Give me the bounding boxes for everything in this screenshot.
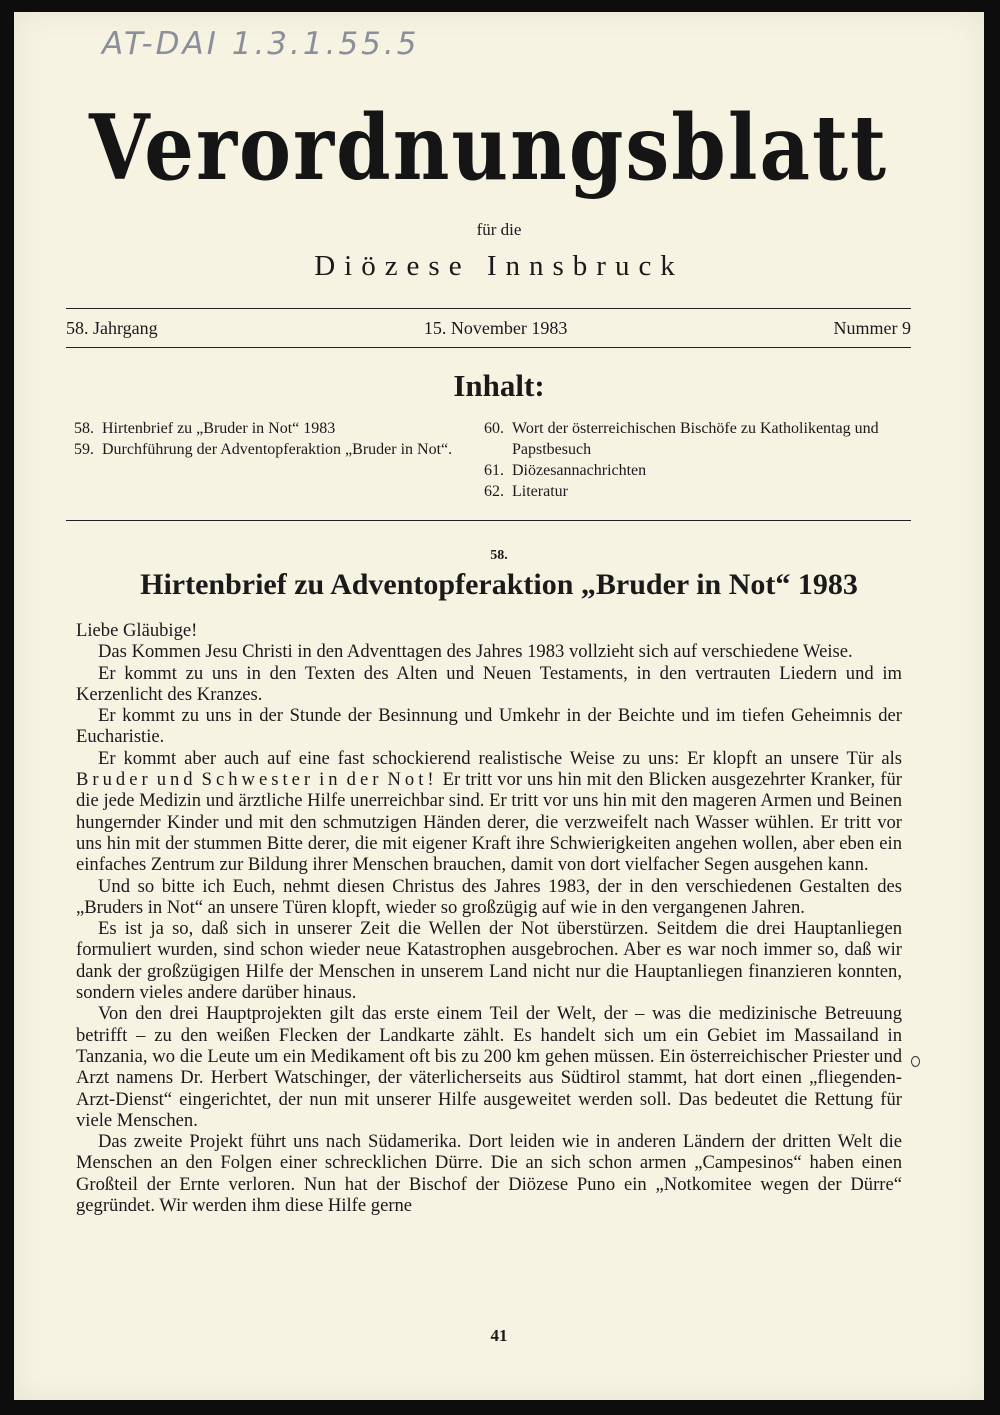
paragraph-text: Er kommt aber auch auf eine fast schockierend realistische Weise zu uns: Er klopft an unsere Tür als	[98, 747, 902, 769]
contents-heading: Inhalt:	[453, 368, 545, 403]
masthead-title: Verordnungsblatt	[88, 96, 889, 201]
masthead-subtitle-diocese: Diözese Innsbruck	[314, 250, 684, 282]
contents-item	[484, 481, 904, 502]
spaced-emphasis: der	[346, 769, 383, 791]
contents-item	[484, 418, 904, 460]
divider-issue-bottom	[66, 347, 911, 348]
spaced-emphasis: in	[319, 769, 342, 791]
paragraph-text: Er tritt vor uns hin mit den Blicken ausgezehrter Kranker, für die jede Medizin und ärztliche Hilfe unerreichbar sind. Er tritt vor uns hin mit den mageren Armen und Beinen hungernder Kinder und mit den schmutzigen Händen derer, die verzweifelt nach Wasser wühlen. Er tritt vor uns hin mit der stummen Bitte derer, die mit eigener Kraft ihre Schwierigkeiten angehen wollen, aber eben ein einfaches Zentrum zur Bildung ihrer Menschen brauchen, damit von dort vielfacher Segen ausgehen kann.	[76, 769, 902, 876]
archive-reference-handwritten: AT-DAI 1.3.1.55.5	[102, 26, 420, 62]
article-paragraph: Von den drei Hauptprojekten gilt das erste einem Teil der Welt, der – was die medizinische Betreuung betrifft – zu den weißen Flecken der Landkarte zählt. Es handelt sich um ein Gebiet im Massailand in Tanzania, wo die Leute um ein Medikament oft bis zu 200 km gehen müssen. Ein österreichischer Priester und Arzt namens Dr. Herbert Watschinger, der väterlicherseits aus Südtirol stammt, hat dort einen „fliegenden-Arzt-Dienst“ eingerichtet, der nun mit unserer Hilfe ausgeweitet werden soll. Das bedeutet die Rettung für viele Menschen.	[76, 1003, 902, 1131]
article-body	[76, 620, 902, 1216]
article-paragraph	[76, 748, 902, 876]
issue-number: Nummer 9	[833, 318, 911, 338]
article-paragraph: Das Kommen Jesu Christi in den Adventtagen des Jahres 1983 vollzieht sich auf verschiedene Weise.	[98, 641, 853, 663]
contents-column-right	[484, 418, 904, 502]
spaced-emphasis: Bruder	[76, 769, 152, 791]
contents-item-text: Wort der österreichischen Bischöfe zu Katholikentag und Papstbesuch	[512, 420, 879, 458]
contents-item-number: 60.	[484, 420, 504, 437]
article-paragraph: Das zweite Projekt führt uns nach Südamerika. Dort leiden wie in anderen Ländern der dritten Welt die Menschen an den Folgen einer schrecklichen Dürre. Die an sich schon armen „Campesinos“ haben einen Großteil der Ernte verloren. Nun hat der Bischof der Diözese Puno ein „Notkomitee wegen der Dürre“ gegründet. Wir werden ihm diese Hilfe gerne	[76, 1131, 902, 1217]
article-paragraph: Und so bitte ich Euch, nehmt diesen Christus des Jahres 1983, der in den verschiedenen Gestalten des „Bruders in Not“ an unsere Türen klopft, wieder so großzügig auf wie in den vergangenen Jahren.	[76, 875, 902, 918]
article-paragraph: Er kommt zu uns in den Texten des Alten und Neuen Testaments, in den vertrauten Liedern und im Kerzenlicht des Kranzes.	[76, 662, 902, 705]
article-number: 58.	[490, 548, 508, 563]
divider-contents-bottom	[66, 520, 911, 521]
contents-item	[484, 460, 904, 481]
contents-item-text: Literatur	[512, 483, 568, 500]
contents-item-number: 59.	[74, 441, 94, 458]
issue-volume: 58. Jahrgang	[66, 318, 158, 338]
spaced-emphasis: Schwester	[201, 769, 315, 791]
article-paragraph: Es ist ja so, daß sich in unserer Zeit die Wellen der Not überstürzen. Seitdem die drei Hauptanliegen formuliert wurden, sind schon wieder neue Katastrophen ausgebrochen. Aber es war noch immer so, daß wir dank der großzügigen Hilfe der Menschen in unserem Land nicht nur die Hauptanliegen finanzieren konnten, sondern vieles andere darüber hinaus.	[76, 918, 902, 1004]
spaced-emphasis: und	[156, 769, 197, 791]
contents-item-number: 58.	[74, 420, 94, 437]
masthead-subtitle-fuer: für die	[476, 220, 522, 239]
divider-top	[66, 308, 911, 309]
spaced-emphasis: Not!	[387, 769, 438, 791]
article-paragraph: Er kommt zu uns in der Stunde der Besinnung und Umkehr in der Beichte und im tiefen Geheimnis der Eucharistie.	[76, 705, 902, 748]
contents-item	[74, 418, 474, 439]
document-page	[14, 12, 984, 1400]
issue-info-line	[66, 318, 911, 339]
contents-item-number: 61.	[484, 462, 504, 479]
contents-column-left	[74, 418, 474, 460]
page-number: 41	[490, 1326, 508, 1345]
article-title: Hirtenbrief zu Adventopferaktion „Bruder in Not“ 1983	[140, 568, 858, 601]
contents-item-text: Hirtenbrief zu „Bruder in Not“ 1983	[102, 420, 336, 437]
contents-item-number: 62.	[484, 483, 504, 500]
article-salutation: Liebe Gläubige!	[76, 620, 198, 641]
issue-date: 15. November 1983	[423, 318, 568, 338]
contents-item-text: Diözesannachrichten	[512, 462, 647, 479]
contents-item	[74, 439, 474, 460]
margin-punch-mark	[911, 1056, 920, 1067]
contents-item-text: Durchführung der Adventopferaktion „Bruder in Not“.	[102, 441, 453, 458]
